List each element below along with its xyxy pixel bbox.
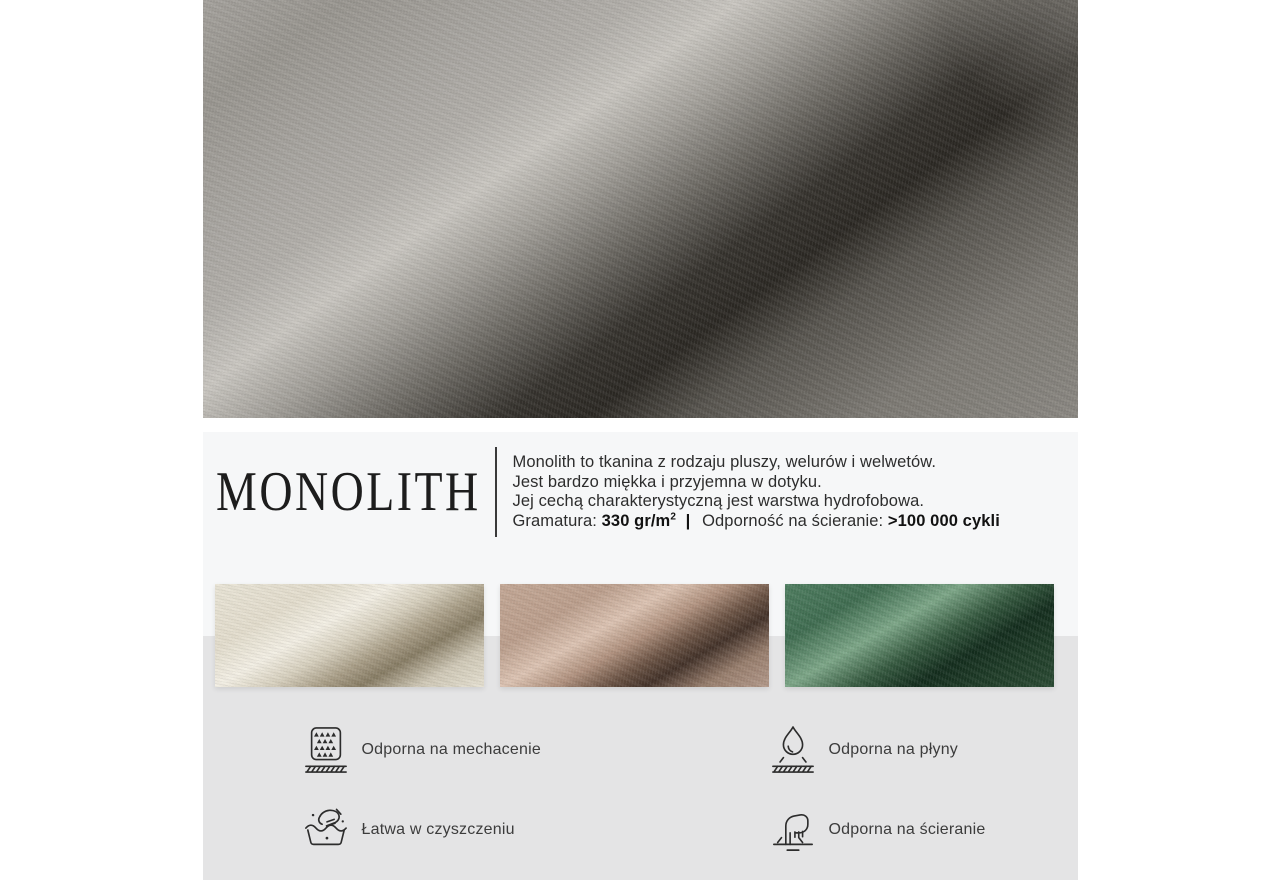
feature-label: Odporna na ścieranie: [828, 821, 986, 838]
feature-item-liquid: [770, 725, 986, 775]
feature-item-cleaning: [303, 805, 770, 855]
description-line: Monolith to tkanina z rodzaju pluszy, welurów i welwetów.: [512, 453, 937, 471]
product-description: [497, 453, 1000, 531]
liquid-resistant-icon: [770, 725, 816, 775]
easy-clean-icon: [303, 805, 349, 855]
feature-label: Łatwa w czyszczeniu: [361, 821, 515, 838]
spec-separator: |: [685, 511, 691, 530]
feature-item-pilling: [303, 725, 770, 775]
feature-item-abrasion: [770, 805, 986, 855]
taupe-velvet-swatch: [500, 584, 769, 687]
hero-fabric-image: [203, 0, 1078, 418]
feature-label: Odporna na płyny: [828, 741, 959, 758]
info-content: [203, 432, 1078, 552]
green-velvet-swatch: [785, 584, 1054, 687]
abrasion-value: >100 000 cykli: [887, 511, 1000, 530]
pilling-resistant-icon: [303, 725, 349, 775]
cream-velvet-swatch: [215, 584, 484, 687]
title-wrap: [203, 460, 495, 524]
weight-superscript: 2: [670, 511, 676, 522]
abrasion-label: Odporność na ścieranie:: [702, 511, 884, 530]
weight-value: 330 $gr/m^2$: [601, 511, 676, 530]
product-title: MONOLITH: [216, 461, 481, 523]
description-line: Jest bardzo miękka i przyjemna w dotyku.: [512, 472, 822, 491]
swatch-row: [215, 584, 1054, 687]
weight-label: Gramatura:: [512, 511, 597, 530]
content-column: [203, 0, 1078, 880]
features-grid: [303, 725, 986, 855]
description-line: Jej cechą charakterystyczną jest warstwa hydrofobowa.: [512, 492, 925, 510]
spec-line: [513, 512, 1000, 532]
feature-label: Odporna na mechacenie: [361, 741, 541, 758]
abrasion-resistant-icon: [770, 805, 816, 855]
footer-section: [203, 636, 1078, 880]
